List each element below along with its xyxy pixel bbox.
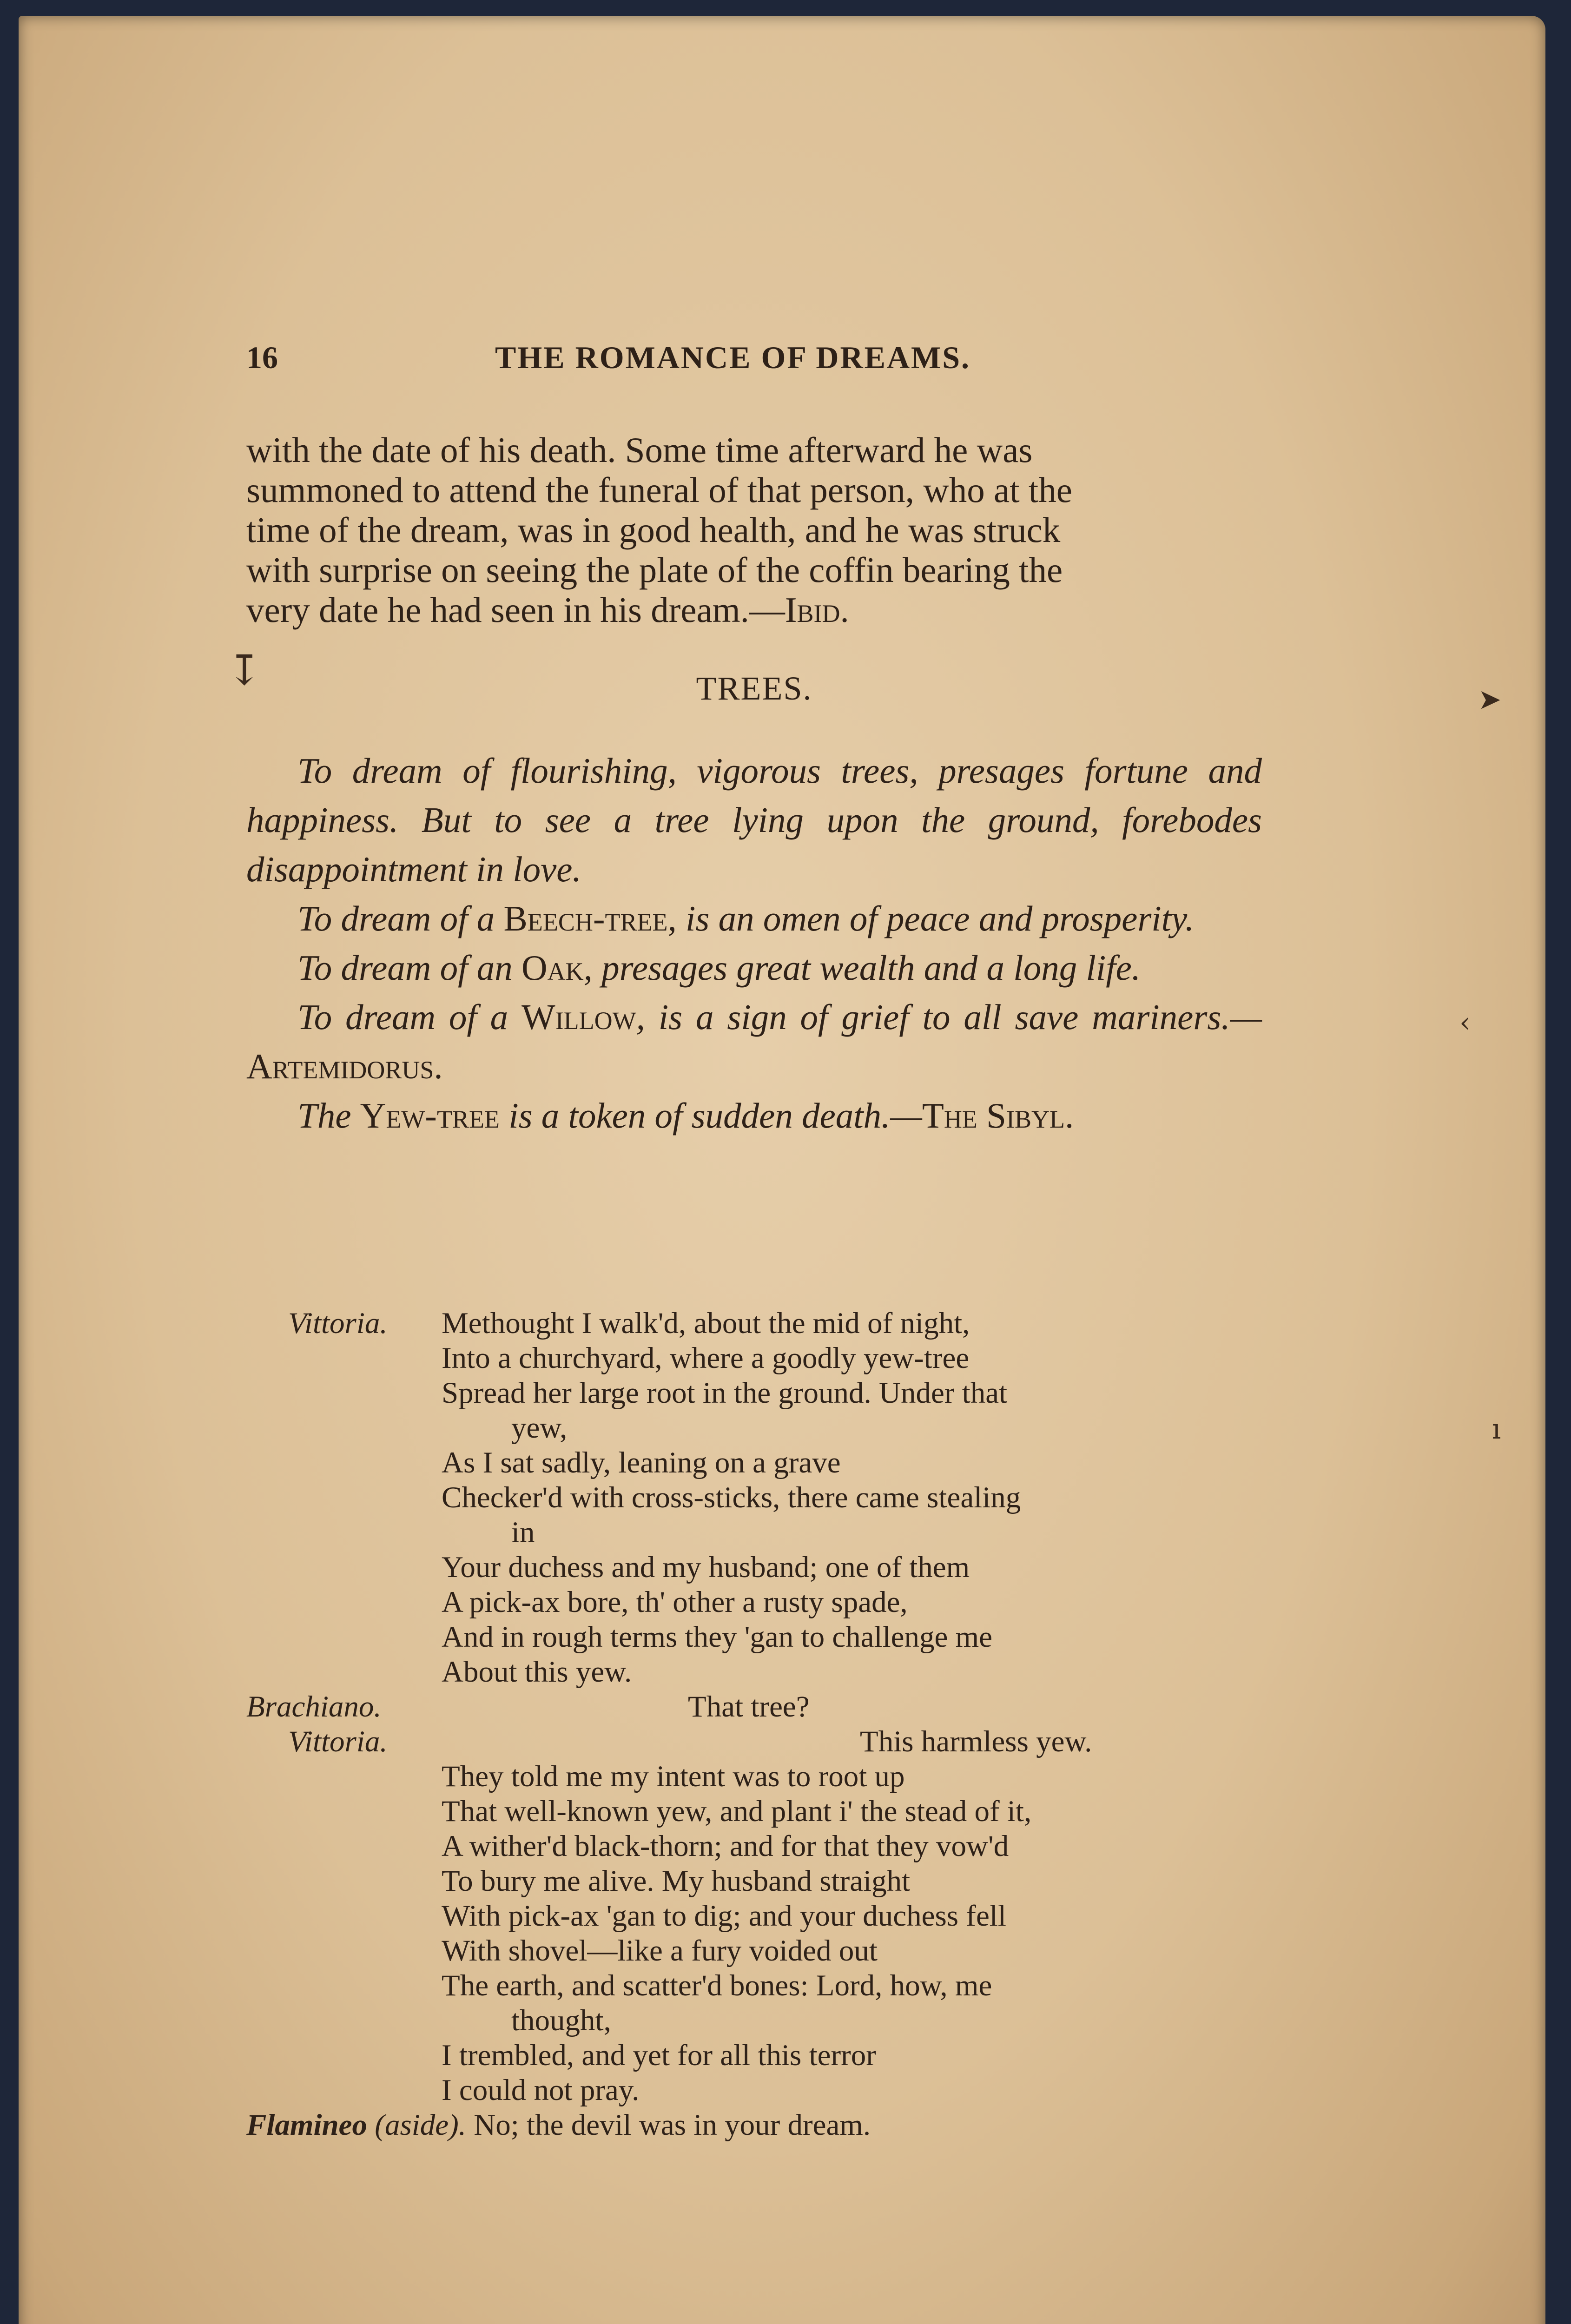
trees-section: [246, 746, 1262, 1140]
margin-pencil-mark: ↧: [227, 646, 262, 695]
verse-line: No; the devil was in your dream.: [474, 2108, 871, 2142]
verse-line: With shovel—like a fury voided out: [442, 1934, 878, 1967]
speaker-brachiano: Brachiano.: [246, 1690, 382, 1723]
verse-line: Your duchess and my husband; one of them: [442, 1551, 970, 1584]
trees-text: , presages great wealth and a long life.: [583, 948, 1141, 988]
verse-line: As I sat sadly, leaning on a grave: [442, 1446, 841, 1479]
tree-name: Oak: [521, 948, 584, 988]
trees-paragraph: [246, 943, 1262, 992]
body-line-text: very date he had seen in his dream.—: [246, 590, 785, 630]
verse-line: The earth, and scatter'd bones: Lord, how, me: [442, 1969, 992, 2002]
speaker-vittoria: Vittoria.: [288, 1307, 388, 1340]
verse-line-turnover: thought,: [511, 2004, 611, 2037]
trees-text: is a token of sudden death.—: [499, 1096, 922, 1136]
verse-line: I could not pray.: [442, 2073, 640, 2107]
verse-line: To bury me alive. My husband straight: [442, 1864, 911, 1898]
verse-line: About this yew.: [442, 1655, 632, 1689]
verse-line: This harmless yew.: [860, 1725, 1092, 1758]
citation-artemidorus: Artemidorus.: [246, 1046, 443, 1086]
verse-line: Spread her large root in the ground. Under that: [442, 1376, 1008, 1410]
verse-line: And in rough terms they 'gan to challenge me: [442, 1620, 993, 1654]
margin-smudge-right-3: ı: [1492, 1413, 1501, 1446]
body-line-last: [246, 590, 1262, 630]
verse-line: A pick-ax bore, th' other a rusty spade,: [442, 1585, 908, 1619]
body-paragraph: [246, 430, 1262, 630]
verse-line: Checker'd with cross-sticks, there came stealing: [442, 1481, 1021, 1514]
verse-line: With pick-ax 'gan to dig; and your duchess fell: [442, 1899, 1006, 1933]
citation-sibyl: The Sibyl.: [922, 1096, 1074, 1136]
verse-line: I trembled, and yet for all this terror: [442, 2039, 876, 2072]
verse-line: That tree?: [688, 1690, 810, 1723]
verse-line: They told me my intent was to root up: [442, 1760, 905, 1793]
flamineo-line: [246, 2108, 871, 2143]
page-number: 16: [246, 340, 278, 375]
trees-text: , is an omen of peace and prosperity.: [667, 898, 1195, 938]
trees-paragraph: [246, 992, 1262, 1091]
trees-text: To dream of a: [297, 997, 522, 1037]
stage-direction-aside: (aside).: [375, 2108, 467, 2142]
trees-text: , is a sign of grief to all save mariners.—: [636, 997, 1262, 1037]
verse-line: Into a churchyard, where a goodly yew-tree: [442, 1341, 970, 1375]
verse-line: Methought I walk'd, about the mid of night,: [442, 1307, 970, 1340]
speaker-flamineo: Flamineo: [246, 2108, 368, 2142]
trees-paragraph: [246, 894, 1262, 943]
page-header: [246, 339, 1262, 395]
tree-name: Willow: [521, 997, 636, 1037]
margin-smudge-right-2: ‹: [1459, 1006, 1471, 1039]
body-line: summoned to attend the funeral of that person, who at the: [246, 470, 1072, 510]
tree-name: Beech-tree: [503, 898, 668, 938]
body-line: with surprise on seeing the plate of the coffin bearing the: [246, 550, 1063, 590]
section-title: TREES.: [696, 670, 812, 707]
verse-line: A wither'd black-thorn; and for that they vow'd: [442, 1829, 1009, 1863]
verse-line: That well-known yew, and plant i' the stead of it,: [442, 1795, 1032, 1828]
speaker-vittoria: Vittoria.: [288, 1725, 388, 1758]
body-line: with the date of his death. Some time afterward he was: [246, 430, 1033, 470]
citation-ibid: Ibid.: [785, 590, 849, 630]
running-head: THE ROMANCE OF DREAMS.: [495, 340, 971, 375]
trees-paragraph: [246, 1091, 1262, 1140]
tree-name: Yew-tree: [360, 1096, 500, 1136]
verse-line-turnover: yew,: [511, 1411, 568, 1445]
trees-text: The: [297, 1096, 360, 1136]
verse-line-turnover: in: [511, 1516, 535, 1549]
body-line: time of the dream, was in good health, and he was struck: [246, 510, 1061, 550]
trees-paragraph: To dream of flourishing, vigorous trees, presages fortune and happiness. But to see a tree lying upon the ground, forebodes disappointment in love.: [246, 751, 1262, 889]
trees-text: To dream of an: [297, 948, 522, 988]
trees-text: To dream of a: [297, 898, 504, 938]
margin-smudge-right: ➤: [1478, 683, 1502, 716]
